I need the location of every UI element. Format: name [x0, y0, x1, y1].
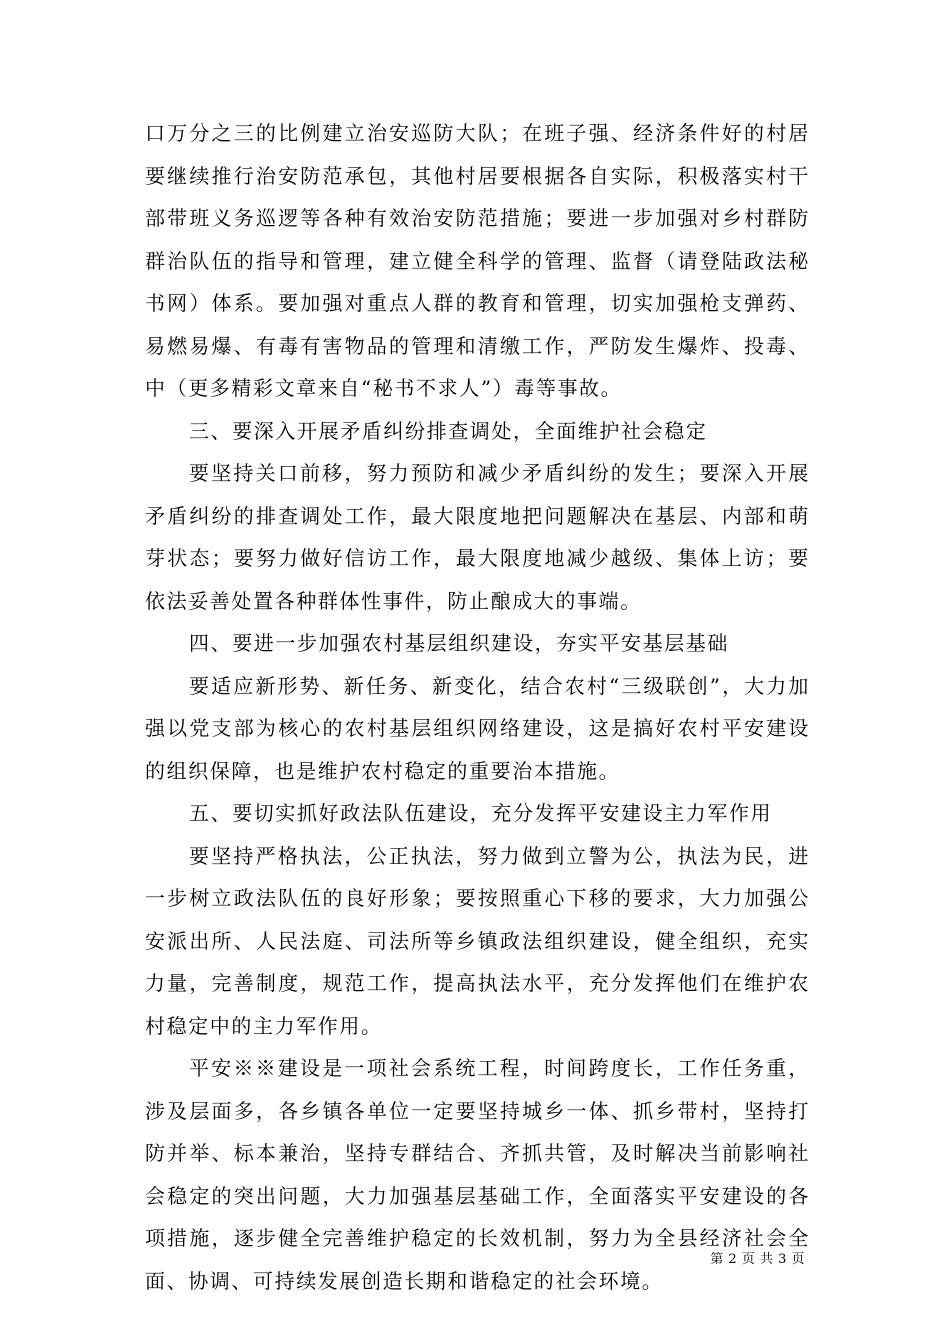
- page-number: 第 2 页 共 3 页: [710, 1252, 805, 1267]
- paragraph-legal-team: 要坚持严格执法，公正执法，努力做到立警为公，执法为民，进一步树立政法队伍的良好形象；要按照重心下移的要求，大力加强公安派出所、人民法庭、司法所等乡镇政法组织建设，健全组织，充实力量，完善制度，规范工作，提高执法水平，充分发挥他们在维护农村稳定中的主力军作用。: [145, 843, 810, 1038]
- paragraph-grassroots-organization: 要适应新形势、新任务、新变化，结合农村“三级联创”，大力加强以党支部为核心的农村基层组织网络建设，这是搞好农村平安建设的组织保障，也是维护农村稳定的重要治本措施。: [145, 673, 810, 783]
- paragraph-conclusion: 平安※※建设是一项社会系统工程，时间跨度长，工作任务重，涉及层面多，各乡镇各单位一定要坚持城乡一体、抓乡带村，坚持打防并举、标本兼治，坚持专群结合、齐抓共管，及时解决当前影响社会稳定的突出问题，大力加强基层基础工作，全面落实平安建设的各项措施，逐步健全完善维护稳定的长效机制，努力为全县经济社会全面、协调、可持续发展创造长期和谐稳定的社会环境。: [145, 1056, 810, 1293]
- section-heading-3: 三、要深入开展矛盾纠纷排查调处，全面维护社会稳定: [189, 418, 708, 443]
- paragraph-security-patrol: 口万分之三的比例建立治安巡防大队；在班子强、经济条件好的村居要继续推行治安防范承包，其他村居要根据各自实际，积极落实村干部带班义务巡逻等各种有效治安防范措施；要进一步加强对乡村群防群治队伍的指导和管理，建立健全科学的管理、监督（请登陆政法秘书网）体系。要加强对重点人群的教育和管理，切实加强枪支弹药、易燃易爆、有毒有害物品的管理和清缴工作，严防发生爆炸、投毒、中（更多精彩文章来自“秘书不求人”）毒等事故。: [145, 121, 810, 400]
- section-heading-4: 四、要进一步加强农村基层组织建设，夯实平安基层基础: [189, 631, 729, 655]
- document-body: [145, 112, 810, 1302]
- paragraph-dispute-resolution: 要坚持关口前移，努力预防和减少矛盾纠纷的发生；要深入开展矛盾纠纷的排查调处工作，最大限度地把问题解决在基层、内部和萌芽状态；要努力做好信访工作，最大限度地减少越级、集体上访；要依法妥善处置各种群体性事件，防止酿成大的事端。: [145, 461, 810, 613]
- section-heading-5: 五、要切实抓好政法队伍建设，充分发挥平安建设主力军作用: [189, 801, 773, 825]
